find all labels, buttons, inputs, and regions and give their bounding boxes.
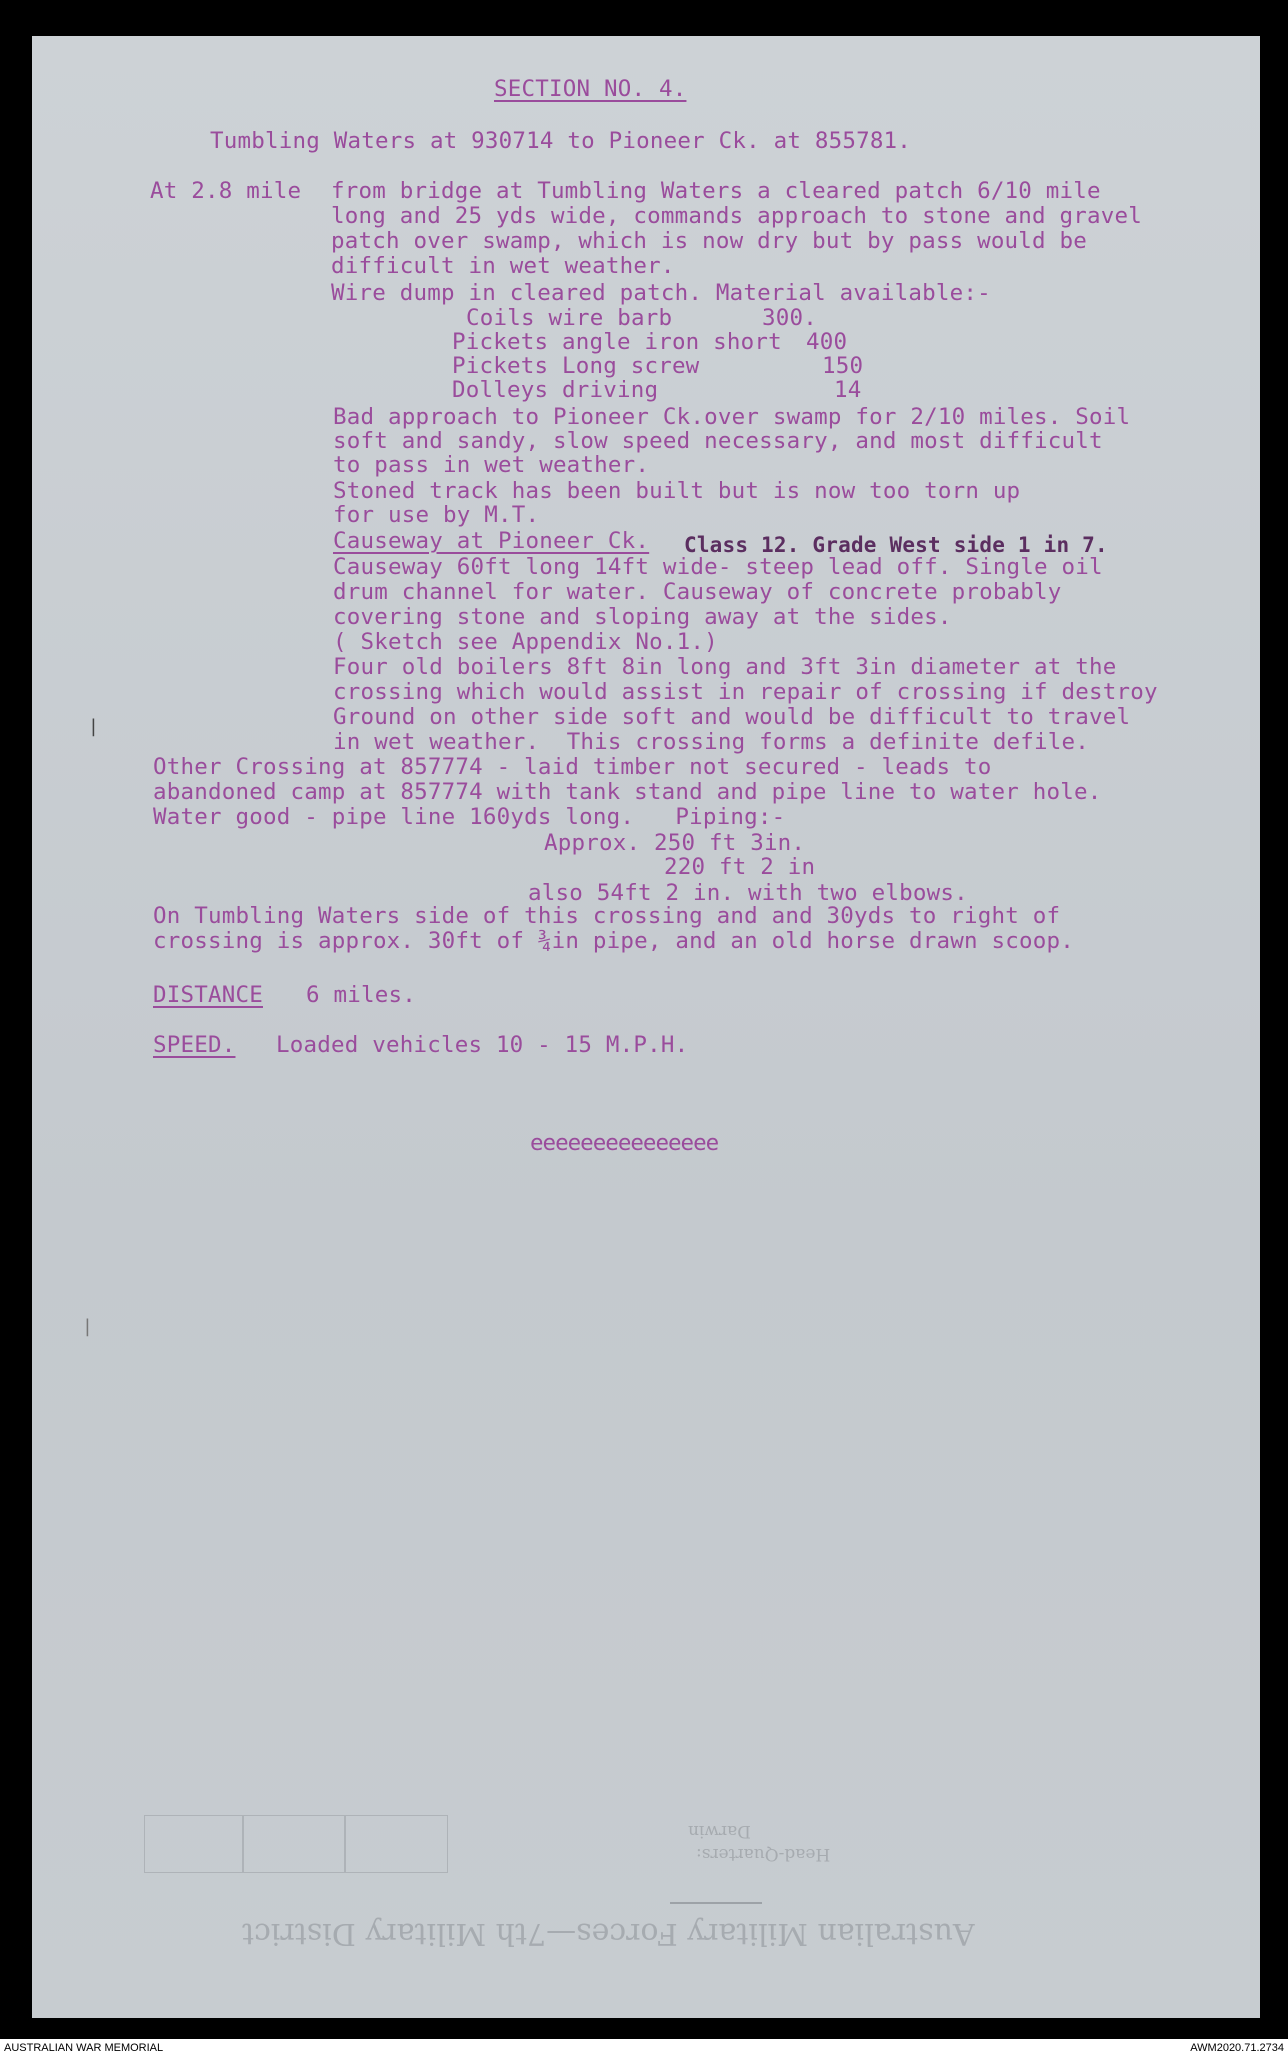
line: crossing which would assist in repair of crossing if destroy	[333, 679, 1158, 705]
line: On Tumbling Waters side of this crossing and and 30yds to right of	[153, 903, 1061, 929]
line: crossing is approx. 30ft of ¾in pipe, and an old horse drawn scoop.	[153, 928, 1074, 954]
ghost-letterhead-line: Darwin	[688, 1821, 751, 1841]
speed-value: Loaded vehicles 10 - 15 M.P.H.	[276, 1032, 689, 1058]
material-qty: 150	[822, 353, 864, 379]
line: difficult in wet weather.	[331, 253, 675, 279]
document-page	[32, 36, 1260, 2018]
line: Other Crossing at 857774 - laid timber not secured - leads to	[153, 754, 992, 780]
material-item: Coils wire barb	[466, 305, 673, 331]
line: Four old boilers 8ft 8in long and 3ft 3in diameter at the	[333, 654, 1117, 680]
separator-line: eeeeeeeeeeeeeee	[530, 1130, 719, 1156]
archive-footer	[0, 2039, 1288, 2061]
piping-item: Approx. 250 ft 3in.	[544, 830, 806, 856]
speed-label: SPEED.	[153, 1032, 236, 1058]
distance-value: 6 miles.	[306, 982, 416, 1008]
ghost-letterhead-line: Head-Quarters:	[696, 1844, 831, 1864]
line: patch over swamp, which is now dry but by pass would be	[331, 228, 1088, 254]
line: Ground on other side soft and would be difficult to travel	[333, 704, 1131, 730]
archive-id: AWM2020.71.2734	[1190, 2042, 1284, 2054]
line: abandoned camp at 857774 with tank stand and pipe line to water hole.	[153, 779, 1102, 805]
line: to pass in wet weather.	[333, 452, 650, 478]
line: covering stone and sloping away at the sides.	[333, 604, 952, 630]
line: in wet weather. This crossing forms a definite defile.	[333, 729, 1090, 755]
margin-mark: |	[82, 1316, 94, 1337]
line: for use by M.T.	[333, 502, 540, 528]
material-item: Dolleys driving	[452, 377, 659, 403]
margin-mark: |	[88, 716, 100, 737]
line: Stoned track has been built but is now too torn up	[333, 478, 1021, 504]
line: from bridge at Tumbling Waters a cleared patch 6/10 mile	[331, 178, 1101, 204]
ghost-rule	[670, 1902, 762, 1904]
line: Wire dump in cleared patch. Material available:-	[331, 280, 991, 306]
line: Causeway 60ft long 14ft wide- steep lead off. Single oil	[333, 554, 1103, 580]
section-heading: SECTION NO. 4.	[494, 76, 687, 102]
line: soft and sandy, slow speed necessary, and most difficult	[333, 428, 1103, 454]
line: drum channel for water. Causeway of concrete probably	[333, 579, 1062, 605]
route-line: Tumbling Waters at 930714 to Pioneer Ck. at 855781.	[210, 128, 912, 154]
stamp-box	[144, 1815, 448, 1873]
material-qty: 14	[834, 377, 862, 403]
divider	[242, 1815, 244, 1873]
material-qty: 300.	[762, 305, 817, 331]
material-item: Pickets Long screw	[452, 353, 700, 379]
divider	[344, 1815, 346, 1873]
line: long and 25 yds wide, commands approach to stone and gravel	[331, 203, 1143, 229]
line: ( Sketch see Appendix No.1.)	[333, 629, 718, 655]
piping-item: also 54ft 2 in. with two elbows.	[528, 880, 968, 906]
distance-label: DISTANCE	[153, 982, 263, 1008]
lead-text: At 2.8 mile	[150, 178, 302, 204]
material-qty: 400	[806, 329, 848, 355]
line: Water good - pipe line 160yds long. Piping:-	[153, 804, 786, 830]
line: Bad approach to Pioneer Ck.over swamp for 2/10 miles. Soil	[333, 404, 1131, 430]
material-item: Pickets angle iron short	[452, 329, 782, 355]
archive-name: AUSTRALIAN WAR MEMORIAL	[4, 2042, 164, 2054]
causeway-class: Class 12. Grade West side 1 in 7.	[684, 533, 1108, 557]
ghost-letterhead-title: Australian Military Forces—7th Military District	[242, 1916, 975, 1951]
causeway-heading: Causeway at Pioneer Ck.	[333, 528, 650, 554]
piping-item: 220 ft 2 in	[664, 854, 816, 880]
